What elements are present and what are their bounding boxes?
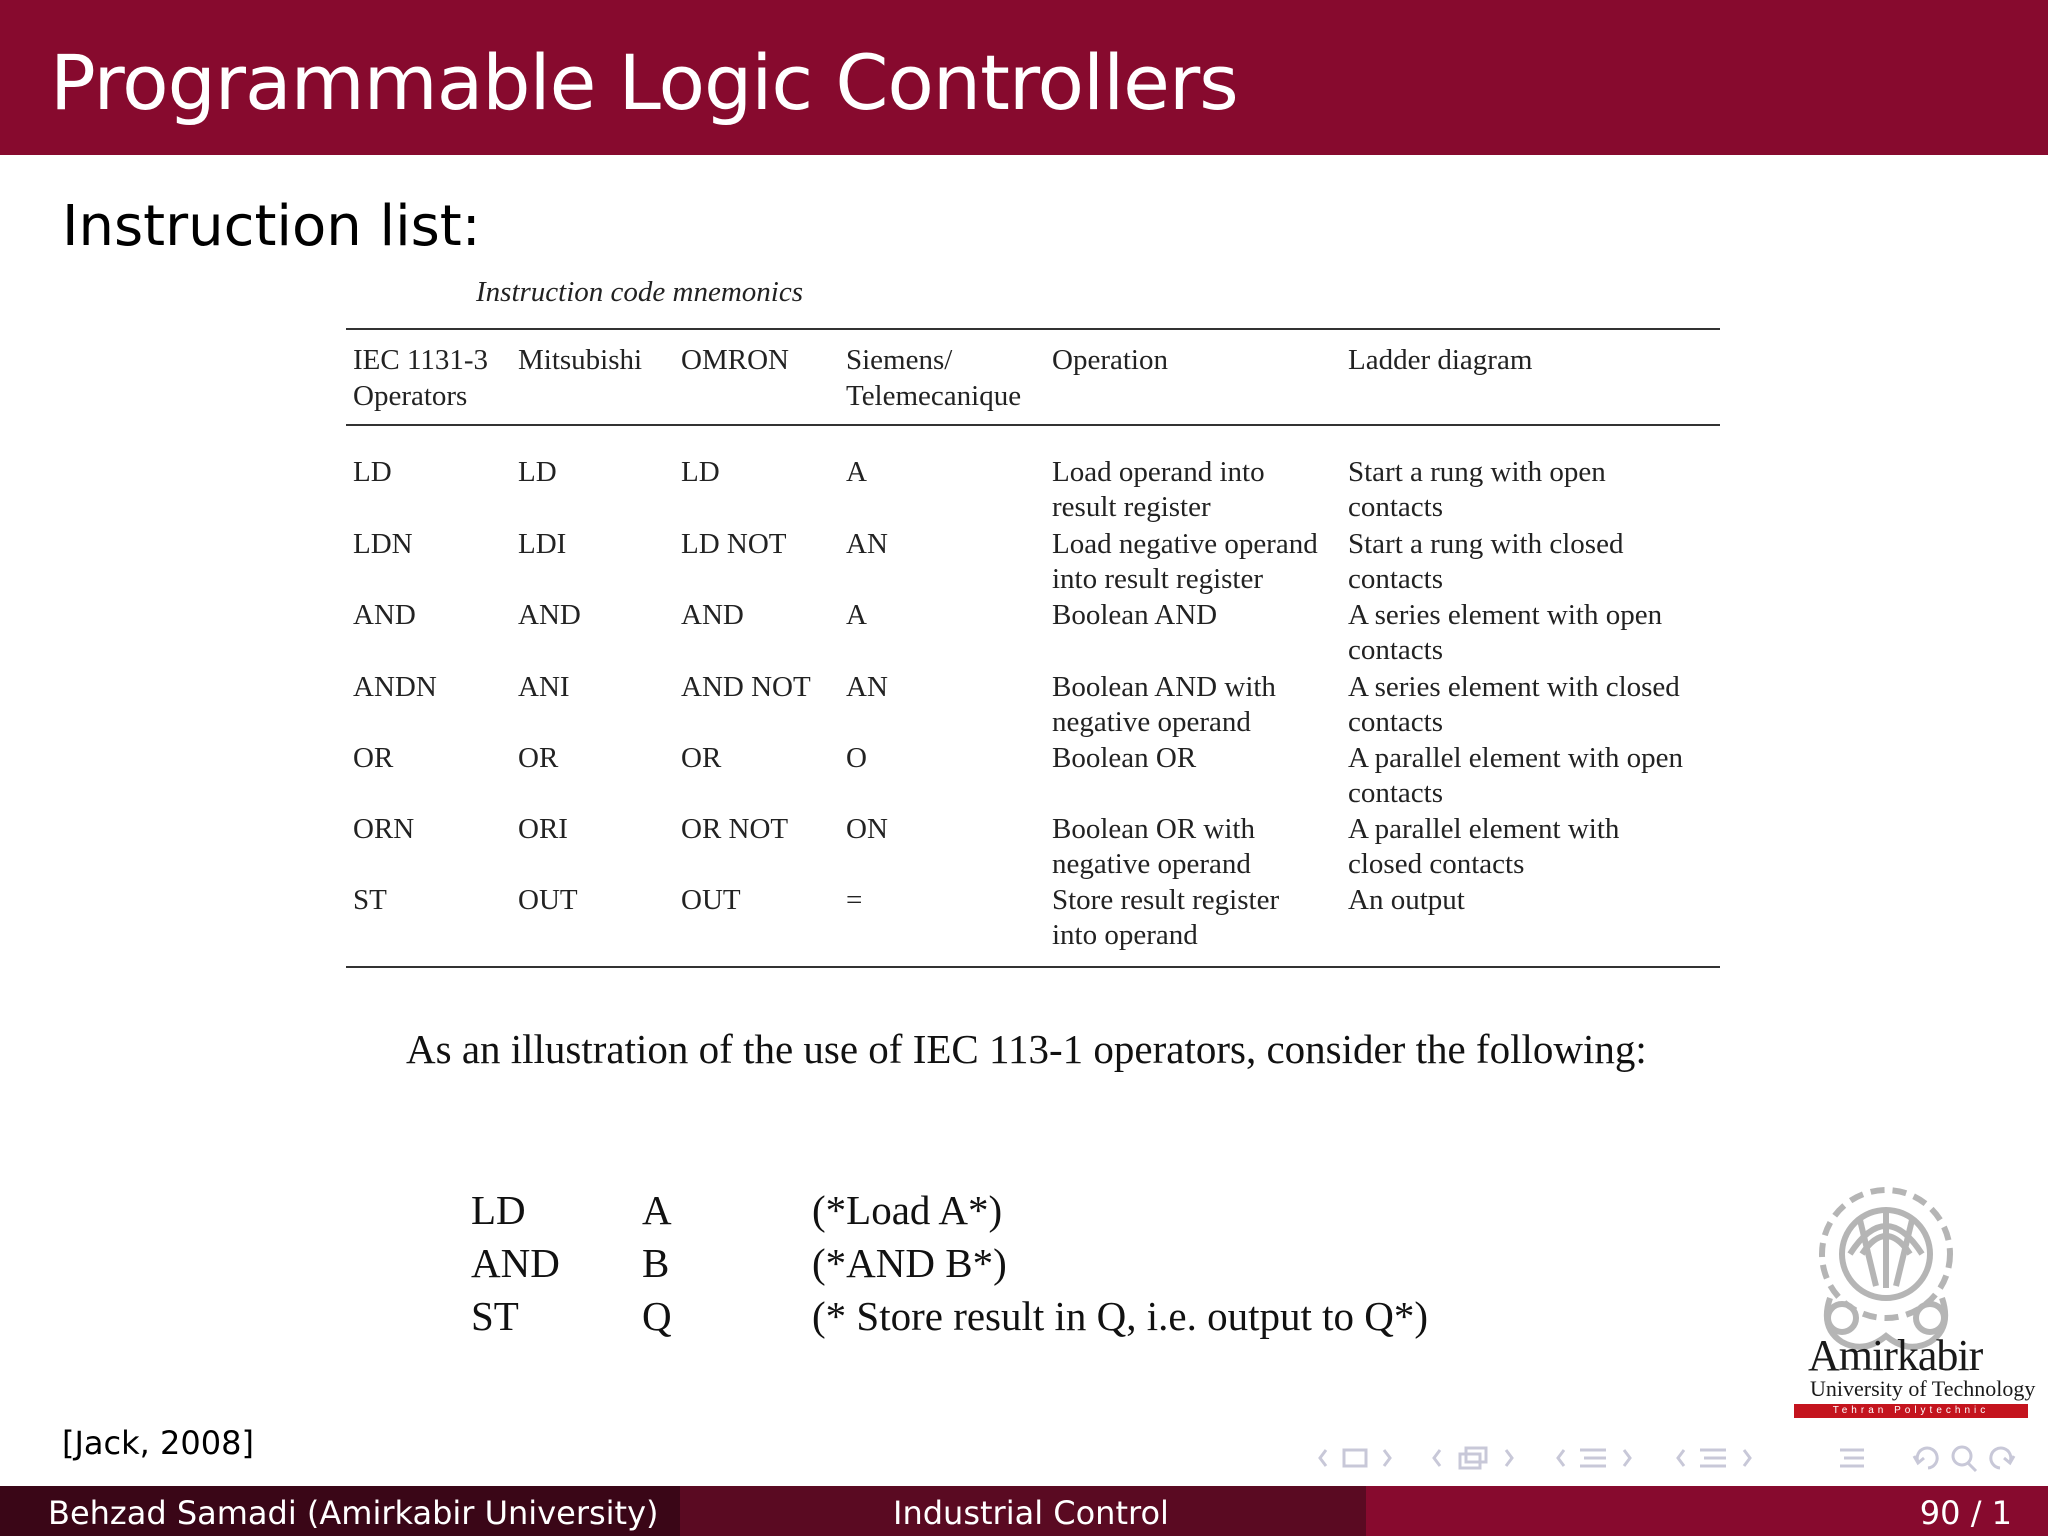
table-cell-siemens-telemecanique: =	[846, 884, 863, 916]
table-cell-ladder-diagram: contacts	[1348, 491, 1444, 523]
column-header-iec-operators: Operators	[353, 380, 468, 412]
table-cell-iec-operators: ST	[353, 884, 387, 916]
footer-page-number: 90 / 1	[1919, 1494, 2012, 1532]
table-cell-ladder-diagram: Start a rung with closed	[1348, 528, 1624, 560]
table-cell-operation: Boolean AND	[1052, 599, 1218, 631]
table-cell-ladder-diagram: A parallel element with	[1348, 813, 1620, 845]
table-cell-iec-operators: AND	[353, 599, 416, 631]
code-operand: B	[642, 1240, 670, 1286]
table-cell-omron: AND NOT	[681, 671, 811, 703]
logo-band: Tehran Polytechnic	[1794, 1404, 2028, 1418]
nav-search-icon[interactable]	[1953, 1447, 1976, 1471]
table-cell-ladder-diagram: contacts	[1348, 777, 1444, 809]
column-header-ladder-diagram: Ladder diagram	[1348, 344, 1533, 376]
table-cell-mitsubishi: LDI	[518, 528, 567, 560]
table-cell-ladder-diagram: contacts	[1348, 634, 1444, 666]
code-operand: Q	[642, 1293, 672, 1339]
table-cell-ladder-diagram: closed contacts	[1348, 848, 1525, 880]
table-cell-omron: LD	[681, 456, 720, 488]
table-cell-siemens-telemecanique: AN	[846, 528, 888, 560]
slide-title: Programmable Logic Controllers	[50, 38, 1238, 127]
nav-appendix-icon[interactable]	[1840, 1450, 1864, 1466]
table-cell-mitsubishi: AND	[518, 599, 581, 631]
beamer-navigation	[1310, 1438, 2030, 1478]
table-cell-mitsubishi: OUT	[518, 884, 578, 916]
table-cell-ladder-diagram: An output	[1348, 884, 1465, 916]
column-header-operation: Operation	[1052, 344, 1168, 376]
table-cell-mitsubishi: OR	[518, 742, 559, 774]
table-cell-operation: negative operand	[1052, 706, 1251, 738]
table-cell-operation: Boolean OR	[1052, 742, 1197, 774]
table-cell-iec-operators: LD	[353, 456, 392, 488]
table-cell-mitsubishi: ORI	[518, 813, 568, 845]
nav-presentation-icon[interactable]	[1678, 1450, 1750, 1466]
code-comment: (* Store result in Q, i.e. output to Q*)	[812, 1293, 1429, 1339]
table-cell-mitsubishi: ANI	[518, 671, 570, 703]
column-header-siemens-telemecanique: Telemecanique	[846, 380, 1022, 412]
table-cell-omron: OR NOT	[681, 813, 789, 845]
table-cell-mitsubishi: LD	[518, 456, 557, 488]
logo-name: Amirkabir	[1808, 1331, 1983, 1380]
code-comment: (*AND B*)	[812, 1240, 1007, 1286]
code-instruction: LD	[471, 1187, 526, 1233]
column-header-omron: OMRON	[681, 344, 789, 376]
table-cell-ladder-diagram: Start a rung with open	[1348, 456, 1606, 488]
table-cell-ladder-diagram: contacts	[1348, 563, 1444, 595]
table-header-rule	[346, 424, 1720, 426]
table-cell-operation: Store result register	[1052, 884, 1280, 916]
citation: [Jack, 2008]	[62, 1424, 254, 1462]
table-cell-operation: negative operand	[1052, 848, 1251, 880]
nav-subsection-icon[interactable]	[1434, 1448, 1512, 1468]
table-cell-ladder-diagram: A parallel element with open	[1348, 742, 1684, 774]
table-cell-operation: Load negative operand	[1052, 528, 1318, 560]
table-cell-ladder-diagram: contacts	[1348, 706, 1444, 738]
slide-footer	[0, 1486, 2048, 1536]
table-cell-siemens-telemecanique: O	[846, 742, 867, 774]
logo-subtitle: University of Technology	[1810, 1376, 2036, 1401]
code-comment: (*Load A*)	[812, 1187, 1003, 1233]
nav-frame-icon[interactable]	[1320, 1450, 1390, 1466]
table-cell-siemens-telemecanique: ON	[846, 813, 888, 845]
table-cell-operation: into result register	[1052, 563, 1264, 595]
code-operand: A	[642, 1187, 672, 1233]
illustration-paragraph: As an illustration of the use of IEC 113-1 operators, consider the following:	[406, 1026, 1647, 1072]
table-cell-operation: Boolean AND with	[1052, 671, 1276, 703]
table-cell-operation: Load operand into	[1052, 456, 1265, 488]
code-instruction: ST	[471, 1293, 519, 1339]
table-cell-ladder-diagram: A series element with open	[1348, 599, 1663, 631]
table-cell-omron: OR	[681, 742, 722, 774]
table-cell-operation: into operand	[1052, 919, 1198, 951]
table-cell-omron: LD NOT	[681, 528, 787, 560]
footer-author: Behzad Samadi (Amirkabir University)	[48, 1494, 659, 1532]
section-title: Instruction list:	[62, 194, 481, 259]
table-top-rule	[346, 328, 1720, 330]
table-cell-iec-operators: ANDN	[353, 671, 437, 703]
column-header-mitsubishi: Mitsubishi	[518, 344, 643, 376]
table-cell-omron: AND	[681, 599, 744, 631]
slide-header	[0, 0, 2048, 155]
table-caption: Instruction code mnemonics	[476, 276, 803, 308]
code-instruction: AND	[471, 1240, 560, 1286]
table-cell-iec-operators: LDN	[353, 528, 413, 560]
table-cell-omron: OUT	[681, 884, 741, 916]
table-cell-ladder-diagram: A series element with closed	[1348, 671, 1680, 703]
nav-back-icon[interactable]	[1914, 1448, 1937, 1468]
table-cell-operation: result register	[1052, 491, 1211, 523]
table-cell-siemens-telemecanique: AN	[846, 671, 888, 703]
table-cell-siemens-telemecanique: A	[846, 599, 867, 631]
column-header-siemens-telemecanique: Siemens/	[846, 344, 953, 376]
nav-section-icon[interactable]	[1558, 1450, 1630, 1466]
table-cell-iec-operators: OR	[353, 742, 394, 774]
table-cell-iec-operators: ORN	[353, 813, 415, 845]
table-bottom-rule	[346, 966, 1720, 968]
table-cell-operation: Boolean OR with	[1052, 813, 1255, 845]
table-cell-siemens-telemecanique: A	[846, 456, 867, 488]
column-header-iec-operators: IEC 1131-3	[353, 344, 489, 376]
nav-forward-icon[interactable]	[1991, 1448, 2014, 1468]
footer-course: Industrial Control	[893, 1494, 1169, 1532]
